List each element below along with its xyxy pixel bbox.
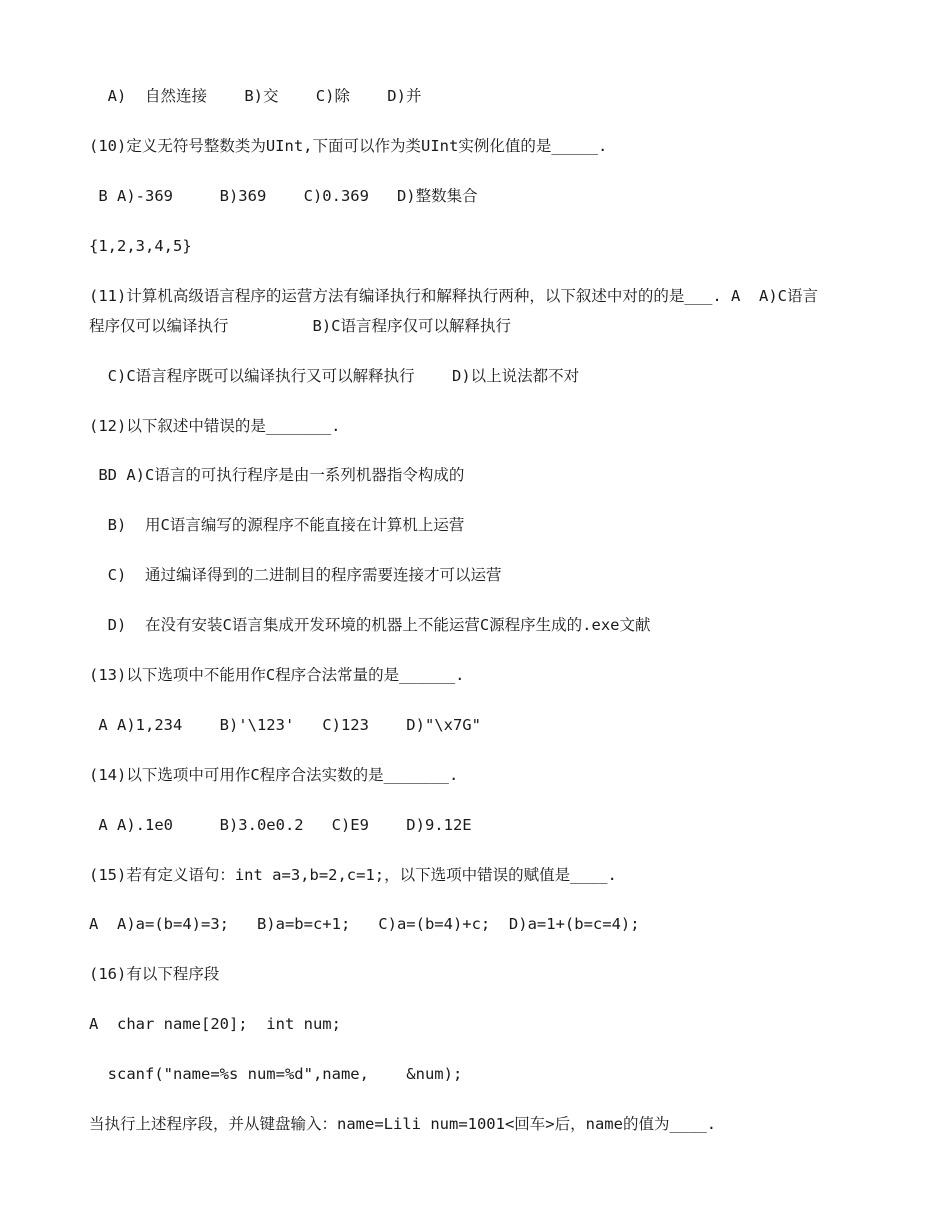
answer-options-10: B A)-369 B)369 C)0.369 D)整数集合 <box>89 187 478 205</box>
question-16-prompt: 当执行上述程序段，并从键盘输入：name=Lili num=1001<回车>后，name的值为____. <box>89 1115 717 1133</box>
answer-option-12-b: B) 用C语言编写的源程序不能直接在计算机上运营 <box>89 516 465 534</box>
question-13: (13)以下选项中不能用作C程序合法常量的是______. <box>89 666 465 684</box>
question-11: (11)计算机高级语言程序的运营方法有编译执行和解释执行两种，以下叙述中对的的是___. A A)C语言 <box>89 287 818 305</box>
question-15: (15)若有定义语句：int a=3,b=2,c=1;，以下选项中错误的赋值是____. <box>89 866 617 884</box>
question-12: (12)以下叙述中错误的是_______. <box>89 417 341 435</box>
option-line-9: A) 自然连接 B)交 C)除 D)并 <box>89 87 422 105</box>
question-10: (10)定义无符号整数类为UInt,下面可以作为类UInt实例化值的是_____. <box>89 137 608 155</box>
question-11-cont: 程序仅可以编译执行 B)C语言程序仅可以解释执行 <box>89 317 511 335</box>
answer-options-15: A A)a=(b=4)=3; B)a=b=c+1; C)a=(b=4)+c; D)a=1+(b=c=4); <box>89 915 640 933</box>
answer-options-10-cont: {1,2,3,4,5} <box>89 237 192 255</box>
answer-option-12-a: BD A)C语言的可执行程序是由一系列机器指令构成的 <box>89 466 465 484</box>
answer-options-14: A A).1e0 B)3.0e0.2 C)E9 D)9.12E <box>89 816 472 834</box>
code-line-1: A char name[20]; int num; <box>89 1015 341 1033</box>
answer-option-12-d: D) 在没有安装C语言集成开发环境的机器上不能运营C源程序生成的.exe文献 <box>89 616 651 634</box>
question-16: (16)有以下程序段 <box>89 965 220 983</box>
answer-options-11: C)C语言程序既可以编译执行又可以解释执行 D)以上说法都不对 <box>89 367 580 385</box>
answer-option-12-c: C) 通过编译得到的二进制目的程序需要连接才可以运营 <box>89 566 502 584</box>
code-line-2: scanf("name=%s num=%d",name, &num); <box>89 1065 463 1083</box>
answer-options-13: A A)1,234 B)'\123' C)123 D)"\x7G" <box>89 716 481 734</box>
question-14: (14)以下选项中可用作C程序合法实数的是_______. <box>89 766 459 784</box>
